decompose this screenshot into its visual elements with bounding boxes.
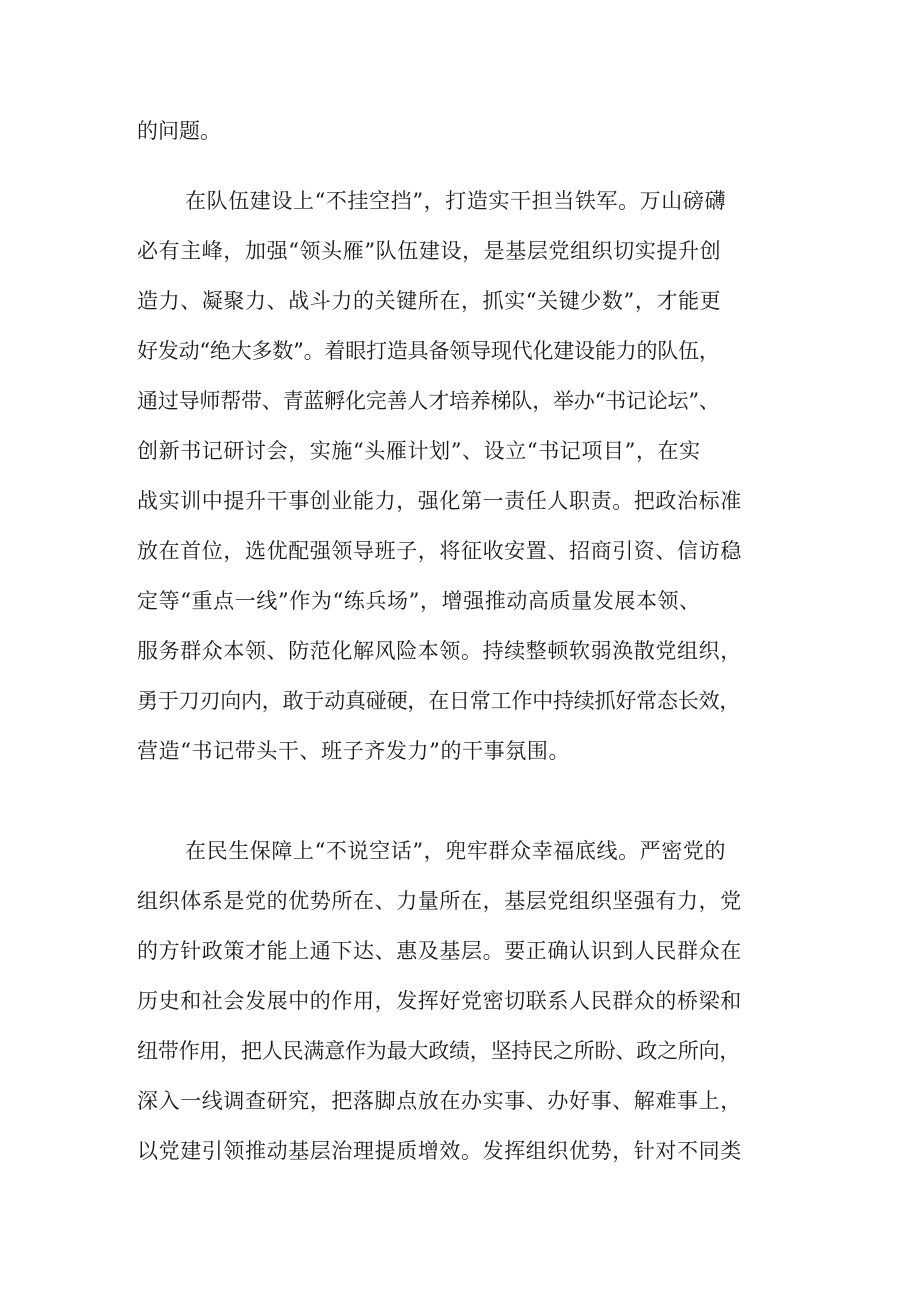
paragraph-text: 组织体系是党的优势所在、力量所在，基层党组织坚强有力，党	[137, 889, 742, 913]
paragraph-text: 深入一线调查研究，把落脚点放在办实事、办好事、解难事上，	[137, 1089, 742, 1113]
paragraph-text: 好发动“绝大多数”。着眼打造具备领导现代化建设能力的队伍，	[137, 339, 720, 363]
paragraph-text: 必有主峰，加强“领头雁”队伍建设，是基层党组织切实提升创	[137, 239, 722, 263]
paragraph-text: 的方针政策才能上通下达、惠及基层。要正确认识到人民群众在	[137, 939, 742, 963]
paragraph-text: 定等“重点一线”作为“练兵场”，增强推动高质量发展本领、	[137, 589, 701, 613]
paragraph-text: 服务群众本领、防范化解风险本领。持续整顿软弱涣散党组织，	[137, 639, 742, 663]
paragraph-text: 营造“书记带头干、班子齐发力”的干事氛围。	[137, 739, 571, 763]
paragraph-text: 在队伍建设上“不挂空挡”，打造实干担当铁军。万山磅礴	[185, 189, 727, 213]
paragraph-text: 以党建引领推动基层治理提质增效。发挥组织优势，针对不同类	[137, 1139, 742, 1163]
paragraph-text: 放在首位，选优配强领导班子，将征收安置、招商引资、信访稳	[137, 539, 742, 563]
paragraph-text: 在民生保障上“不说空话”，兜牢群众幸福底线。严密党的	[185, 839, 727, 863]
paragraph-text: 创新书记研讨会，实施“头雁计划”、设立“书记项目”，在实	[137, 439, 701, 463]
paragraph-text: 历史和社会发展中的作用，发挥好党密切联系人民群众的桥梁和	[137, 989, 742, 1013]
paragraph-text: 战实训中提升干事创业能力，强化第一责任人职责。把政治标准	[137, 489, 742, 513]
paragraph-text: 造力、凝聚力、战斗力的关键所在，抓实“关键少数”，才能更	[137, 289, 722, 313]
paragraph-text: 勇于刀刃向内，敢于动真碰硬，在日常工作中持续抓好常态长效，	[137, 689, 741, 713]
paragraph-text: 通过导师帮带、青蓝孵化完善人才培养梯队，举办“书记论坛”、	[137, 389, 720, 413]
paragraph-text: 的问题。	[137, 119, 221, 143]
paragraph-text: 纽带作用，把人民满意作为最大政绩，坚持民之所盼、政之所向，	[137, 1039, 741, 1063]
